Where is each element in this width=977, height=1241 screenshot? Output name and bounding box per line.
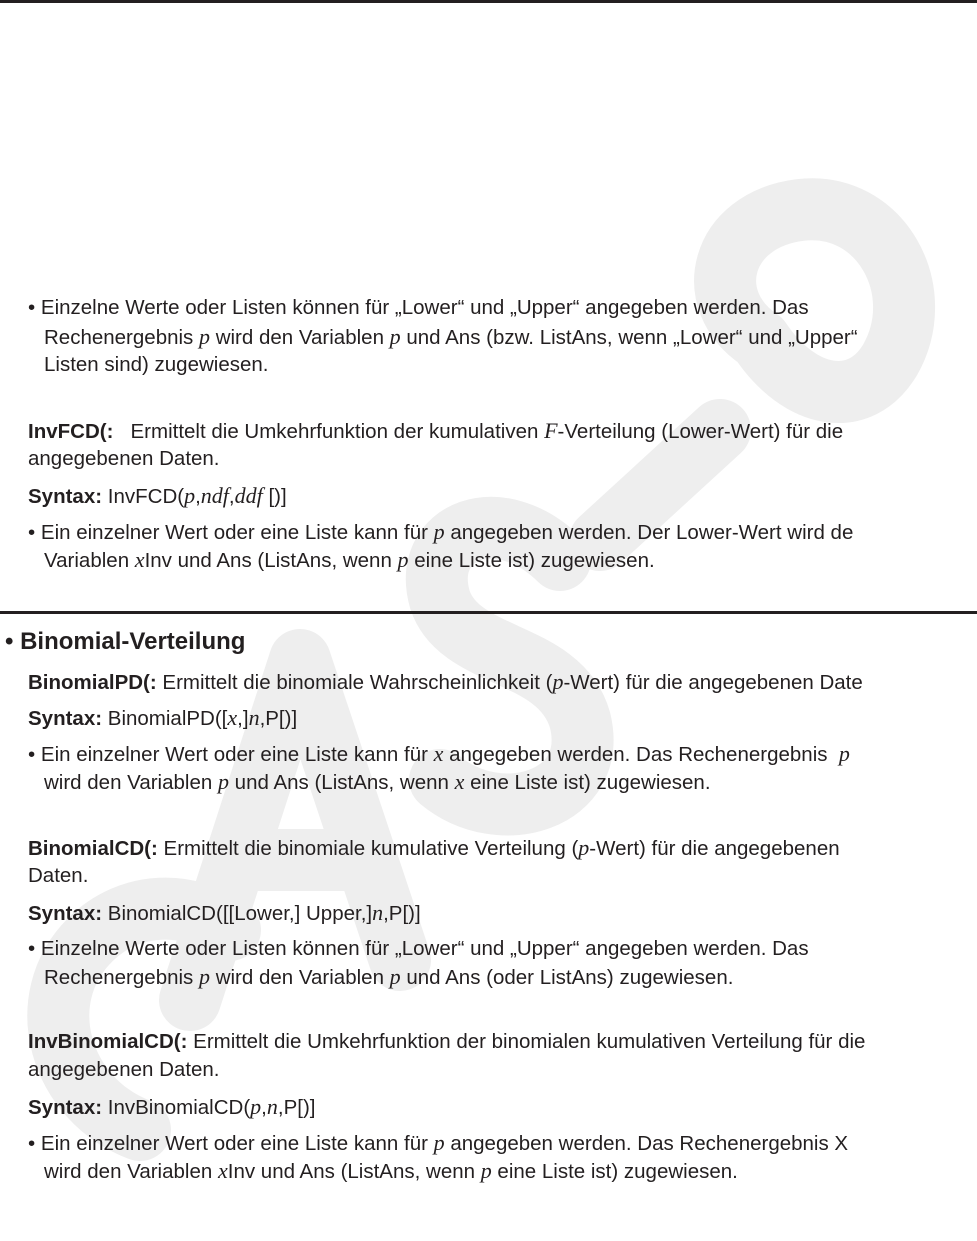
top-bullet-line2: Rechenergebnis p wird den Variablen p und Ans (bzw. ListAns, wenn „Lower“ und „Upper“ [44,324,858,349]
invbinomialcd-syntax: Syntax: InvBinomialCD(p,n,P[)] [28,1094,316,1119]
invfcd-desc-line2: angegebenen Daten. [28,447,220,470]
section-rule [0,611,977,614]
binomialcd-desc: BinomialCD(: Ermittelt die binomiale kumulative Verteilung (p-Wert) für die angegebenen [28,835,840,860]
binomialpd-syntax: Syntax: BinomialPD([x,]n,P[)] [28,705,298,730]
binomialpd-desc: BinomialPD(: Ermittelt die binomiale Wahrscheinlichkeit (p-Wert) für die angegebenen Date [28,669,863,694]
invbinomialcd-desc-line2: angegebenen Daten. [28,1058,220,1081]
top-rule [0,0,977,3]
invfcd-term: InvFCD(: [28,420,114,443]
binomialcd-bullet-line2: Rechenergebnis p wird den Variablen p und Ans (oder ListAns) zugewiesen. [44,964,734,989]
binomialpd-bullet-line1: • Ein einzelner Wert oder eine Liste kann für x angegeben werden. Das Rechenergebnis p [28,741,850,766]
binomialpd-bullet-line2: wird den Variablen p und Ans (ListAns, wenn x eine Liste ist) zugewiesen. [44,769,711,794]
invfcd-syntax: Syntax: InvFCD(p,ndf,ddf [)] [28,483,287,508]
binomialcd-bullet-line1: • Einzelne Werte oder Listen können für „Lower“ und „Upper“ angegeben werden. Das [28,937,809,960]
binomialcd-syntax: Syntax: BinomialCD([[Lower,] Upper,]n,P[)] [28,900,421,925]
invfcd-bullet-line1: • Ein einzelner Wert oder eine Liste kann für p angegeben werden. Der Lower-Wert wird de [28,519,854,544]
invbinomialcd-bullet-line2: wird den Variablen xInv und Ans (ListAns, wenn p eine Liste ist) zugewiesen. [44,1158,738,1183]
top-bullet-line3: Listen sind) zugewiesen. [44,353,269,376]
invbinomialcd-term: InvBinomialCD(: [28,1030,188,1053]
invfcd-bullet-line2: Variablen xInv und Ans (ListAns, wenn p eine Liste ist) zugewiesen. [44,547,655,572]
binomialcd-term: BinomialCD(: [28,837,158,860]
binomialcd-desc-line2: Daten. [28,864,89,887]
invbinomialcd-desc: InvBinomialCD(: Ermittelt die Umkehrfunktion der binomialen kumulativen Verteilung für die [28,1030,866,1053]
bullet-dot: • [28,296,36,319]
binomialpd-term: BinomialPD(: [28,671,157,694]
invfcd-desc: InvFCD(: Ermittelt die Umkehrfunktion der kumulativen F-Verteilung (Lower-Wert) für die [28,418,844,443]
section-heading: • Binomial-Verteilung [5,628,246,655]
top-bullet-line1: • Einzelne Werte oder Listen können für „Lower“ und „Upper“ angegeben werden. Das [28,296,809,319]
invbinomialcd-bullet-line1: • Ein einzelner Wert oder eine Liste kann für p angegeben werden. Das Rechenergebnis X [28,1130,849,1155]
